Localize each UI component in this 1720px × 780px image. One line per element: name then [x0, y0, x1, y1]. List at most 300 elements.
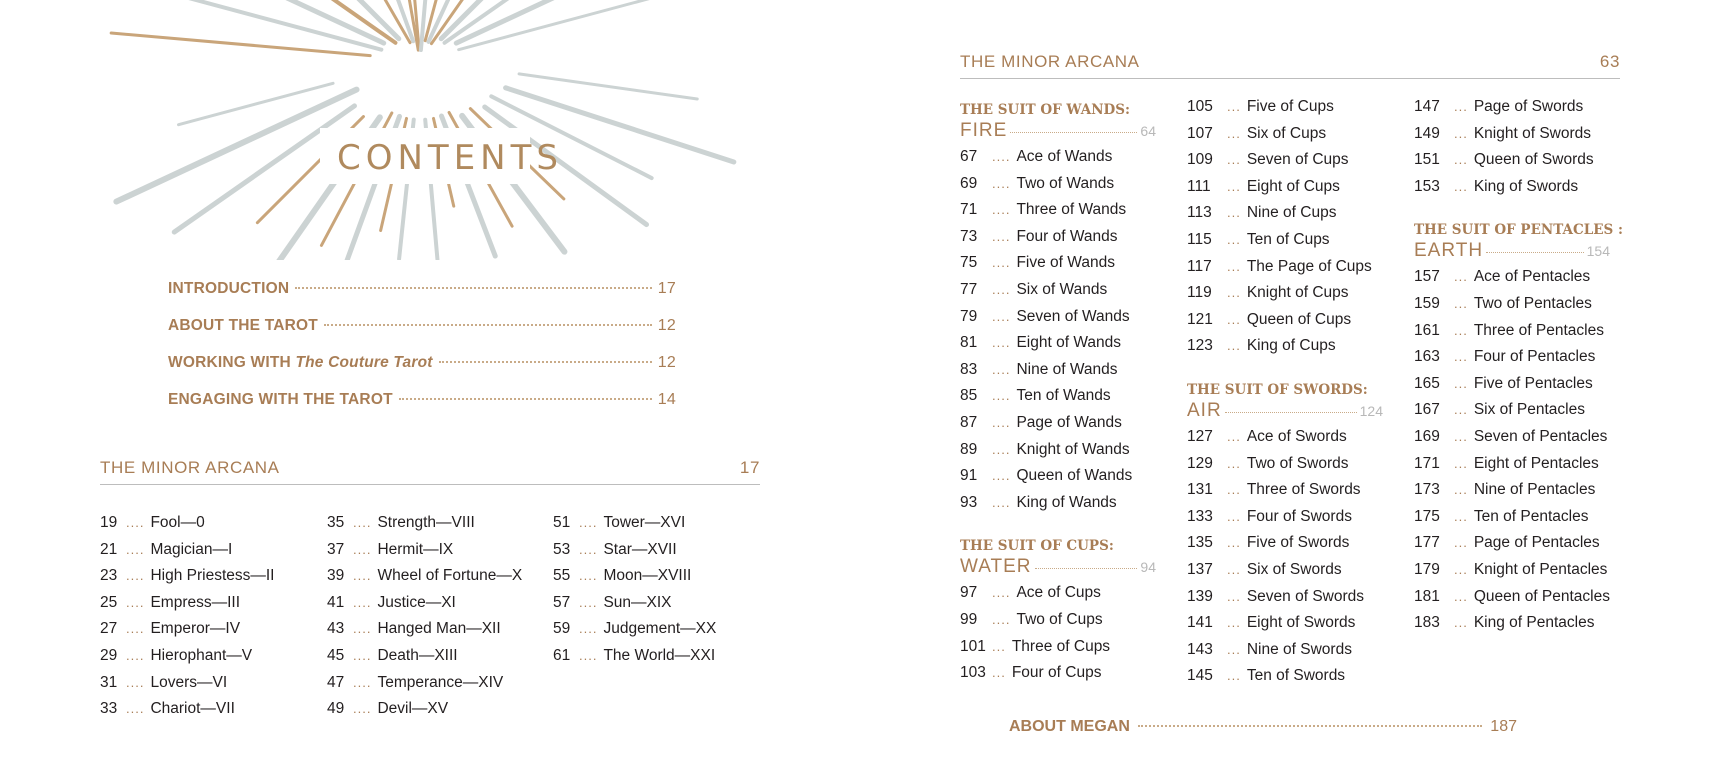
major-arcana-column-1 — [100, 514, 275, 727]
card-page-number: 49 — [327, 700, 345, 718]
toc-card-entry[interactable] — [327, 541, 522, 568]
toc-card-entry[interactable] — [100, 620, 275, 647]
toc-card-entry[interactable] — [1187, 561, 1383, 588]
card-name: Tower—XVI — [603, 514, 686, 531]
card-page-number: 181 — [1414, 587, 1440, 605]
toc-entry-title-italic: The Couture Tarot — [295, 354, 433, 371]
card-name: Ten of Cups — [1246, 230, 1330, 248]
toc-card-entry[interactable] — [1187, 151, 1383, 178]
suit-element-entry[interactable] — [960, 556, 1156, 584]
toc-card-entry[interactable] — [960, 441, 1156, 468]
toc-card-entry[interactable] — [1187, 667, 1383, 694]
card-name: Page of Pentacles — [1473, 534, 1600, 552]
right-section-header — [960, 52, 1620, 79]
toc-card-entry[interactable] — [100, 674, 275, 701]
section-page: 17 — [739, 458, 760, 477]
card-page-number: 175 — [1414, 507, 1440, 525]
card-page-number: 35 — [327, 514, 345, 531]
section-title: THE MINOR ARCANA — [960, 52, 1140, 71]
card-name: Knight of Pentacles — [1473, 560, 1608, 578]
card-name: Six of Swords — [1246, 560, 1342, 578]
card-page-number: 81 — [960, 334, 978, 352]
leader-dots: .... — [126, 541, 145, 557]
toc-entry-page: 12 — [657, 317, 676, 334]
toc-entry-about-megan[interactable] — [1009, 718, 1517, 736]
toc-card-entry[interactable] — [1414, 455, 1610, 482]
leader-dots — [1035, 567, 1138, 569]
toc-card-entry[interactable] — [1414, 534, 1610, 561]
card-name: Seven of Cups — [1246, 151, 1349, 169]
leader-dots: .... — [126, 621, 145, 637]
toc-entry-introduction[interactable] — [168, 280, 676, 317]
toc-card-entry[interactable] — [327, 700, 522, 727]
toc-card-entry[interactable] — [1187, 428, 1383, 455]
leader-dots: .... — [126, 674, 145, 690]
card-page-number: 107 — [1187, 124, 1213, 142]
card-name: Devil—XV — [377, 700, 449, 718]
card-name: Five of Swords — [1246, 534, 1350, 552]
card-page-number: 145 — [1187, 667, 1213, 685]
leader-dots: .... — [126, 515, 145, 530]
card-page-number: 123 — [1187, 337, 1213, 355]
toc-card-entry[interactable] — [1187, 98, 1383, 125]
suit-gap — [960, 520, 1156, 536]
toc-card-entry[interactable] — [1187, 204, 1383, 231]
leader-dots: ... — [1227, 311, 1241, 327]
toc-card-entry[interactable] — [327, 674, 522, 701]
leader-dots: ... — [992, 665, 1006, 681]
toc-card-entry[interactable] — [1414, 561, 1610, 588]
toc-card-entry[interactable] — [553, 541, 716, 568]
toc-card-entry[interactable] — [1414, 348, 1610, 375]
toc-card-entry[interactable] — [960, 664, 1156, 691]
card-name: Nine of Pentacles — [1473, 481, 1596, 499]
toc-card-entry[interactable] — [960, 611, 1156, 638]
toc-card-entry[interactable] — [553, 567, 716, 594]
card-name: King of Pentacles — [1473, 614, 1595, 632]
leader-dots — [324, 323, 652, 326]
leader-dots: ... — [1454, 152, 1468, 168]
card-page-number: 117 — [1187, 257, 1212, 275]
toc-card-entry[interactable] — [960, 494, 1156, 521]
toc-card-entry[interactable] — [1414, 588, 1610, 615]
toc-card-entry[interactable] — [100, 541, 275, 568]
card-name: Hanged Man—XII — [377, 620, 501, 638]
card-page-number: 57 — [553, 593, 571, 611]
card-name: Six of Wands — [1016, 280, 1108, 298]
starburst-ray — [519, 74, 697, 99]
toc-card-entry[interactable] — [960, 467, 1156, 494]
card-name: Magician—I — [150, 540, 233, 558]
card-name: Page of Wands — [1016, 413, 1122, 431]
leader-dots: ... — [1227, 668, 1241, 684]
card-name: Temperance—XIV — [377, 673, 504, 691]
suit-gap — [1187, 364, 1383, 380]
leader-dots — [1225, 411, 1357, 413]
toc-entry-working-with[interactable] — [168, 354, 676, 391]
card-page-number: 47 — [327, 673, 345, 691]
toc-card-entry[interactable] — [1187, 534, 1383, 561]
card-page-number: 71 — [960, 201, 978, 219]
toc-card-entry[interactable] — [1187, 337, 1383, 364]
card-name: Emperor—IV — [150, 620, 241, 638]
toc-card-entry[interactable] — [960, 175, 1156, 202]
card-name: Page of Swords — [1473, 98, 1584, 115]
card-name: Fool—0 — [150, 514, 205, 531]
card-page-number: 43 — [327, 620, 345, 638]
leader-dots: .... — [353, 594, 372, 610]
card-name: King of Swords — [1473, 177, 1579, 195]
card-name: Three of Cups — [1011, 637, 1111, 655]
toc-entry-page: 17 — [657, 280, 676, 297]
card-page-number: 25 — [100, 593, 118, 611]
leader-dots: ... — [1227, 205, 1241, 221]
leader-dots: ... — [1454, 588, 1468, 604]
card-name: Eight of Cups — [1246, 177, 1340, 195]
card-name: Hermit—IX — [377, 540, 454, 558]
suit-element-entry[interactable] — [1414, 240, 1610, 268]
card-name: Eight of Swords — [1246, 614, 1356, 632]
card-name: The World—XXI — [603, 646, 716, 664]
leader-dots: ... — [1227, 285, 1241, 301]
card-page-number: 147 — [1414, 98, 1440, 115]
contents-title: CONTENTS — [337, 138, 563, 178]
toc-card-entry[interactable] — [1187, 125, 1383, 152]
toc-card-entry[interactable] — [100, 700, 275, 727]
leader-dots: ... — [1454, 322, 1468, 338]
card-name: Seven of Wands — [1016, 307, 1130, 325]
leader-dots: .... — [992, 585, 1011, 601]
card-page-number: 39 — [327, 567, 345, 585]
leader-dots — [1010, 131, 1137, 133]
leader-dots: ... — [1227, 561, 1241, 577]
card-page-number: 73 — [960, 227, 978, 245]
leader-dots: .... — [353, 647, 372, 663]
leader-dots: .... — [353, 515, 372, 530]
leader-dots: ... — [1454, 615, 1468, 631]
toc-card-entry[interactable] — [960, 254, 1156, 281]
card-page-number: 33 — [100, 700, 118, 718]
toc-card-entry[interactable] — [1414, 98, 1610, 125]
leader-dots: ... — [1227, 99, 1241, 114]
leader-dots: ... — [1227, 428, 1241, 444]
leader-dots: ... — [1227, 482, 1241, 498]
toc-card-entry[interactable] — [960, 414, 1156, 441]
toc-card-entry[interactable] — [327, 620, 522, 647]
leader-dots: ... — [1454, 561, 1468, 577]
leader-dots: .... — [992, 414, 1011, 430]
card-page-number: 53 — [553, 540, 571, 558]
leader-dots: .... — [992, 494, 1011, 510]
toc-card-entry[interactable] — [553, 514, 716, 541]
leader-dots — [1486, 251, 1584, 253]
card-name: Seven of Swords — [1246, 587, 1365, 605]
toc-entry-title-prefix: WORKING WITH — [168, 354, 296, 371]
leader-dots: .... — [992, 228, 1011, 244]
card-page-number: 51 — [553, 514, 571, 531]
card-name: Three of Wands — [1016, 201, 1127, 219]
card-name: Four of Swords — [1246, 507, 1352, 525]
toc-card-entry[interactable] — [1414, 614, 1610, 641]
card-page-number: 141 — [1187, 614, 1213, 632]
card-page-number: 45 — [327, 646, 345, 664]
card-page-number: 103 — [960, 664, 986, 682]
toc-card-entry[interactable] — [1187, 508, 1383, 535]
section-page: 63 — [1599, 52, 1620, 71]
toc-card-entry[interactable] — [960, 281, 1156, 308]
leader-dots: .... — [353, 568, 372, 584]
card-name: Five of Pentacles — [1473, 374, 1593, 392]
card-name: Queen of Wands — [1016, 467, 1133, 485]
toc-card-entry[interactable] — [327, 594, 522, 621]
card-page-number: 97 — [960, 584, 978, 602]
leader-dots: ... — [1227, 455, 1241, 471]
toc-card-entry[interactable] — [1414, 295, 1610, 322]
toc-card-entry[interactable] — [327, 647, 522, 674]
card-page-number: 151 — [1414, 151, 1440, 169]
card-name: Knight of Wands — [1016, 440, 1130, 458]
card-page-number: 67 — [960, 148, 978, 165]
card-name: King of Wands — [1016, 493, 1117, 511]
toc-card-entry[interactable] — [1414, 322, 1610, 349]
starburst-ray — [179, 83, 334, 124]
card-name: Hierophant—V — [150, 646, 253, 664]
card-name: Queen of Pentacles — [1473, 587, 1610, 605]
card-name: Wheel of Fortune—X — [377, 567, 523, 585]
toc-card-entry[interactable] — [960, 228, 1156, 255]
toc-card-entry[interactable] — [960, 387, 1156, 414]
card-page-number: 153 — [1414, 177, 1440, 195]
leader-dots: ... — [1454, 178, 1468, 194]
leader-dots: .... — [992, 611, 1011, 627]
toc-entry-title — [168, 354, 433, 372]
card-page-number: 135 — [1187, 534, 1213, 552]
toc-card-entry[interactable] — [327, 567, 522, 594]
card-name: Ace of Wands — [1016, 148, 1113, 165]
toc-card-entry[interactable] — [100, 647, 275, 674]
suit-element-page: 154 — [1586, 243, 1610, 260]
main-toc — [168, 280, 676, 428]
card-name: Empress—III — [150, 593, 241, 611]
card-name: Two of Cups — [1016, 610, 1103, 628]
card-name: Four of Wands — [1016, 227, 1118, 245]
toc-card-entry[interactable] — [1414, 178, 1610, 205]
card-page-number: 21 — [100, 540, 118, 558]
toc-card-entry[interactable] — [1187, 641, 1383, 668]
leader-dots: ... — [1454, 349, 1468, 365]
leader-dots: ... — [1454, 125, 1468, 141]
toc-card-entry[interactable] — [960, 308, 1156, 335]
card-page-number: 23 — [100, 567, 118, 585]
card-name: Two of Pentacles — [1473, 294, 1592, 312]
leader-dots: ... — [1454, 535, 1468, 551]
toc-card-entry[interactable] — [1414, 268, 1610, 295]
toc-card-entry[interactable] — [1414, 508, 1610, 535]
card-page-number: 139 — [1187, 587, 1213, 605]
card-page-number: 89 — [960, 440, 978, 458]
card-page-number: 61 — [553, 646, 571, 664]
card-name: Queen of Swords — [1473, 151, 1594, 169]
card-page-number: 19 — [100, 514, 118, 531]
card-name: Ten of Pentacles — [1473, 507, 1589, 525]
suit-element-page: 94 — [1140, 559, 1156, 576]
card-name: Four of Pentacles — [1473, 348, 1596, 366]
leader-dots: ... — [1227, 258, 1241, 274]
card-name: Five of Wands — [1016, 254, 1115, 272]
suit-label: THE SUIT OF SWORDS: — [1187, 381, 1368, 398]
leader-dots: .... — [579, 568, 598, 584]
card-name: Three of Swords — [1246, 481, 1361, 499]
leader-dots: .... — [579, 515, 598, 530]
card-name: Star—XVII — [603, 540, 677, 558]
card-page-number: 159 — [1414, 294, 1440, 312]
leader-dots: ... — [1454, 295, 1468, 311]
leader-dots: ... — [1227, 231, 1241, 247]
card-page-number: 179 — [1414, 560, 1440, 578]
card-page-number: 115 — [1187, 230, 1212, 248]
card-name: Strength—VIII — [377, 514, 475, 531]
leader-dots: .... — [126, 701, 145, 717]
card-page-number: 171 — [1414, 454, 1440, 472]
leader-dots: .... — [126, 568, 145, 584]
toc-entry-title: ABOUT THE TAROT — [168, 317, 318, 334]
card-page-number: 101 — [960, 637, 986, 655]
card-page-number: 105 — [1187, 98, 1213, 115]
leader-dots: ... — [1227, 588, 1241, 604]
suit-element-name: AIR — [1187, 399, 1222, 421]
card-name: Judgement—XX — [603, 620, 717, 638]
toc-card-entry[interactable] — [1187, 311, 1383, 338]
card-page-number: 173 — [1414, 481, 1440, 499]
leader-dots: .... — [992, 255, 1011, 271]
leader-dots: ... — [1454, 375, 1468, 391]
card-page-number: 165 — [1414, 374, 1440, 392]
card-page-number: 85 — [960, 387, 978, 405]
toc-card-entry[interactable] — [1414, 428, 1610, 455]
major-arcana-column-2 — [327, 514, 522, 727]
leader-dots: .... — [579, 647, 598, 663]
card-name: Moon—XVIII — [603, 567, 692, 585]
card-name: Ace of Cups — [1016, 584, 1101, 602]
leader-dots: ... — [1227, 125, 1241, 141]
minor-arcana-column-2 — [1187, 98, 1383, 694]
card-name: High Priestess—II — [150, 567, 275, 585]
toc-entry-title: ENGAGING WITH THE TAROT — [168, 391, 393, 408]
suit-element-entry[interactable] — [1187, 400, 1383, 428]
suit-element-name: EARTH — [1414, 240, 1484, 262]
leader-dots: ... — [1454, 402, 1468, 418]
suit-element-entry[interactable] — [960, 120, 1156, 148]
leader-dots: .... — [992, 149, 1011, 164]
minor-arcana-column-3 — [1414, 98, 1623, 641]
suit-heading — [1414, 220, 1623, 268]
toc-card-entry[interactable] — [100, 514, 275, 541]
toc-card-entry[interactable] — [1187, 284, 1383, 311]
card-name: Queen of Cups — [1246, 310, 1352, 328]
card-page-number: 133 — [1187, 507, 1213, 525]
leader-dots: ... — [1454, 428, 1468, 444]
card-name: Knight of Swords — [1473, 124, 1592, 142]
leader-dots — [295, 286, 652, 289]
toc-card-entry[interactable] — [1187, 455, 1383, 482]
card-page-number: 91 — [960, 467, 978, 485]
toc-card-entry[interactable] — [1187, 258, 1383, 285]
suit-gap — [1414, 204, 1610, 220]
toc-card-entry[interactable] — [960, 638, 1156, 665]
toc-card-entry[interactable] — [327, 514, 522, 541]
toc-card-entry[interactable] — [1187, 481, 1383, 508]
card-name: Chariot—VII — [150, 700, 235, 718]
card-name: The Page of Cups — [1246, 257, 1372, 275]
right-page — [860, 0, 1720, 780]
card-page-number: 69 — [960, 174, 978, 192]
card-name: Nine of Wands — [1016, 360, 1118, 378]
card-name: Lovers—VI — [150, 673, 228, 691]
card-page-number: 157 — [1414, 268, 1440, 286]
toc-card-entry[interactable] — [553, 620, 716, 647]
leader-dots — [399, 397, 652, 400]
toc-card-entry[interactable] — [1414, 125, 1610, 152]
card-page-number: 77 — [960, 280, 978, 298]
left-section-header — [100, 458, 760, 485]
toc-card-entry[interactable] — [1187, 588, 1383, 615]
card-name: Four of Cups — [1011, 664, 1102, 682]
suit-heading — [960, 100, 1156, 148]
toc-card-entry[interactable] — [1187, 178, 1383, 205]
card-name: Sun—XIX — [603, 593, 672, 611]
starburst-ray — [456, 0, 655, 43]
toc-entry-engaging-with-the-tarot[interactable] — [168, 391, 676, 428]
card-page-number: 111 — [1187, 177, 1211, 195]
toc-card-entry[interactable] — [960, 334, 1156, 361]
toc-card-entry[interactable] — [960, 584, 1156, 611]
suit-element-name: WATER — [960, 556, 1032, 578]
card-page-number: 27 — [100, 620, 118, 638]
card-page-number: 183 — [1414, 614, 1440, 632]
toc-card-entry[interactable] — [1187, 231, 1383, 258]
card-page-number: 41 — [327, 593, 345, 611]
card-page-number: 129 — [1187, 454, 1213, 472]
card-name: Five of Cups — [1246, 98, 1334, 115]
card-page-number: 169 — [1414, 427, 1440, 445]
toc-card-entry[interactable] — [1414, 151, 1610, 178]
toc-card-entry[interactable] — [1414, 401, 1610, 428]
toc-card-entry[interactable] — [1414, 481, 1610, 508]
toc-card-entry[interactable] — [553, 594, 716, 621]
toc-card-entry[interactable] — [100, 567, 275, 594]
card-page-number: 143 — [1187, 640, 1213, 658]
toc-card-entry[interactable] — [1414, 375, 1610, 402]
toc-card-entry[interactable] — [1187, 614, 1383, 641]
leader-dots — [439, 360, 652, 363]
leader-dots: ... — [1454, 482, 1468, 498]
card-page-number: 29 — [100, 646, 118, 664]
toc-card-entry[interactable] — [553, 647, 716, 674]
card-name: Two of Wands — [1016, 174, 1115, 192]
leader-dots: .... — [126, 594, 145, 610]
leader-dots: ... — [1227, 641, 1241, 657]
toc-card-entry[interactable] — [960, 148, 1156, 175]
card-page-number: 137 — [1187, 560, 1213, 578]
leader-dots: .... — [992, 175, 1011, 191]
toc-card-entry[interactable] — [960, 361, 1156, 388]
toc-card-entry[interactable] — [960, 201, 1156, 228]
toc-card-entry[interactable] — [100, 594, 275, 621]
card-page-number: 113 — [1187, 204, 1212, 222]
toc-entry-about-the-tarot[interactable] — [168, 317, 676, 354]
card-page-number: 161 — [1414, 321, 1440, 339]
card-page-number: 127 — [1187, 427, 1213, 445]
